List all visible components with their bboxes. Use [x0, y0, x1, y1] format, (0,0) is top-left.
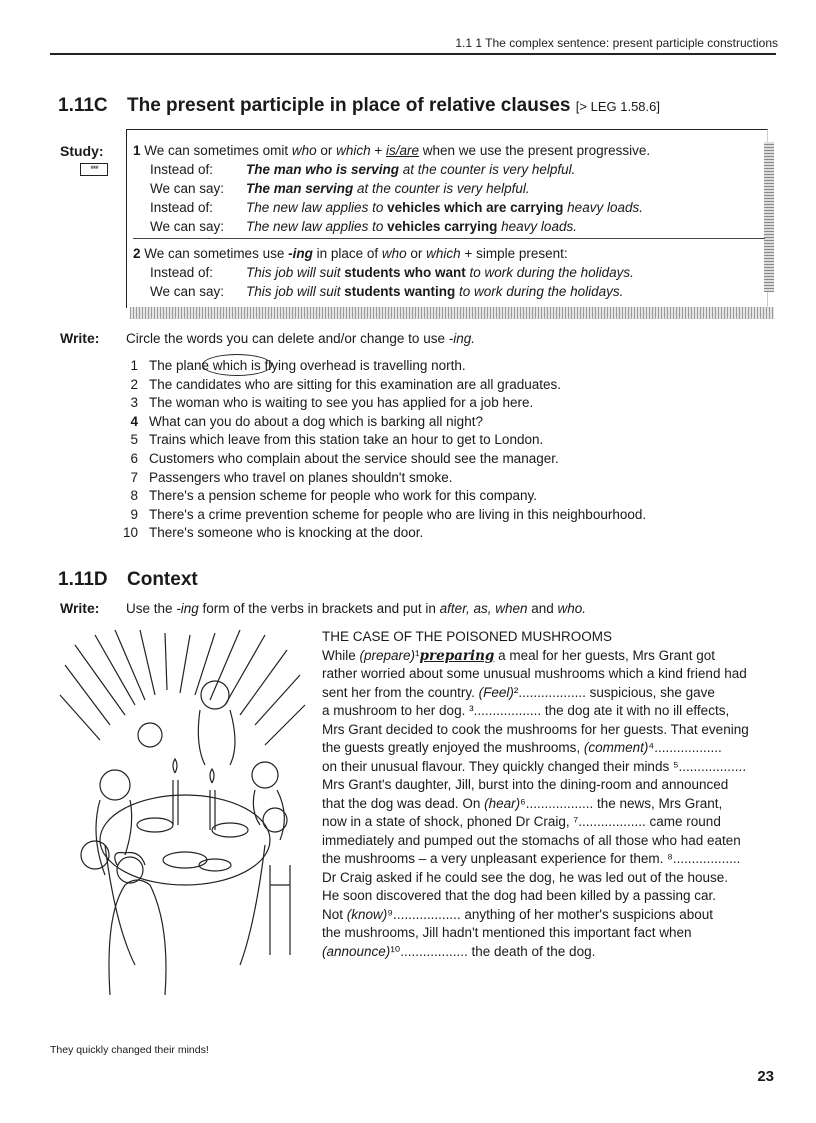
exercise-item-number: 2 [130, 376, 138, 392]
running-header: 1.1 1 The complex sentence: present participle constructions [455, 36, 778, 50]
answer-circle [202, 354, 272, 376]
exercise-item-number: 1 [130, 358, 138, 373]
exercise-item-number: 4 [130, 413, 138, 429]
write-label: Write: [60, 600, 100, 616]
example-sentence: The new law applies to vehicles carrying heavy loads. [246, 219, 577, 234]
exercise-item-number: 6 [130, 451, 138, 466]
story-line: immediately and pumped out the stomachs of all those who had eaten [322, 832, 741, 848]
handwritten-answer: preparing [419, 647, 495, 664]
exercise-item: There's a crime prevention scheme for people who are living in this neighbourhood. [149, 506, 647, 522]
example-sentence: This job will suit students wanting to work during the holidays. [246, 284, 624, 299]
story-line: Mrs Grant's daughter, Jill, burst into the dining-room and announced [322, 777, 729, 792]
study-box-shadow [764, 142, 774, 292]
story-line: that the dog was dead. On (hear)⁶.................. the news, Mrs Grant, [322, 795, 723, 811]
story-line: Dr Craig asked if he could see the dog, he was led out of the house. [322, 869, 729, 885]
section-number: 1.11C [58, 95, 108, 116]
example-sentence: This job will suit students who want to work during the holidays. [246, 265, 634, 280]
example-label: We can say: [150, 284, 225, 299]
exercise-item: What can you do about a dog which is barking all night? [149, 413, 483, 429]
story-line: (announce)¹⁰.................. the death of the dog. [322, 943, 596, 959]
header-rule [50, 53, 776, 55]
illustration-caption: They quickly changed their minds! [50, 1044, 209, 1056]
story-line: He soon discovered that the dog had been killed by a passing car. [322, 888, 717, 903]
exercise-item: The woman who is waiting to see you has applied for a job here. [149, 395, 534, 411]
section-title: Context [127, 569, 198, 590]
exercise-item-number: 5 [130, 432, 138, 448]
write-label: Write: [60, 330, 100, 346]
exercise-item-number: 10 [122, 525, 138, 541]
exercise-item: Customers who complain about the service should see the manager. [149, 451, 559, 466]
dinner-party-illustration [55, 625, 310, 1000]
story-line: the mushrooms, Jill hadn't mentioned this important fact when [322, 925, 692, 940]
exercise-item: There's a pension scheme for people who work for this company. [149, 488, 538, 504]
story-line: sent her from the country. (Feel)².................. suspicious, she gave [322, 684, 715, 700]
study-divider [133, 238, 765, 239]
story-title: THE CASE OF THE POISONED MUSHROOMS [322, 629, 613, 644]
example-label: Instead of: [150, 265, 214, 280]
example-label: We can say: [150, 181, 225, 196]
story-line: Not (know)⁹.................. anything of her mother's suspicions about [322, 906, 714, 922]
exercise-item-number: 3 [130, 395, 138, 411]
story-line: the mushrooms – a very unpleasant experience for them. ⁸.................. [322, 851, 741, 866]
example-label: We can say: [150, 219, 225, 234]
exercise-item: The plane which is flying overhead is travelling north. [149, 358, 466, 373]
exercise-item: Trains which leave from this station take an hour to get to London. [149, 432, 544, 448]
section-title-text: The present participle in place of relative clauses [127, 95, 571, 116]
story-line: While (prepare)¹preparing a meal for her guests, Mrs Grant got [322, 647, 715, 664]
example-label: Instead of: [150, 200, 214, 215]
story [322, 628, 782, 961]
story-line: now in a state of shock, phoned Dr Craig, ⁷.................. came round [322, 814, 721, 829]
write-instruction: Use the -ing form of the verbs in brackets and put in after, as, when and who. [126, 601, 587, 616]
leg-reference: [> LEG 1.58.6] [575, 99, 660, 114]
example-sentence: The man who is serving at the counter is very helpful. [246, 162, 576, 177]
study-box-shadow [130, 307, 774, 319]
story-line: the guests greatly enjoyed the mushrooms, (comment)⁴.................. [322, 740, 722, 755]
page-number: 23 [757, 1068, 774, 1085]
exercise-item-number: 7 [130, 469, 138, 485]
exercise-item: Passengers who travel on planes shouldn't smoke. [149, 469, 453, 485]
section-title [127, 95, 660, 117]
exercise-item: There's someone who is knocking at the door. [149, 525, 424, 541]
section-number: 1.11D [58, 569, 108, 590]
study-point-2: 2 We can sometimes use -ing in place of who or which + simple present: [133, 246, 568, 261]
write-instruction: Circle the words you can delete and/or change to use -ing. [126, 331, 475, 346]
study-point-1: 1 We can sometimes omit who or which + is/are when we use the present progressive. [133, 143, 651, 158]
story-line: rather worried about some unusual mushrooms which a kind friend had [322, 666, 747, 681]
story-line: Mrs Grant decided to cook the mushrooms for her guests. That evening [322, 721, 749, 737]
exercise-item-number: 9 [130, 506, 138, 522]
story-line: on their unusual flavour. They quickly changed their minds ⁵.................. [322, 758, 747, 774]
exercise-item: The candidates who are sitting for this examination are all graduates. [149, 376, 561, 392]
story-line: a mushroom to her dog. ³.................. the dog ate it with no ill effects, [322, 703, 730, 718]
difficulty-stars: *** [80, 163, 108, 176]
example-sentence: The new law applies to vehicles which are carrying heavy loads. [246, 200, 643, 215]
exercise-item-number: 8 [130, 488, 138, 504]
example-sentence: The man serving at the counter is very helpful. [246, 181, 530, 196]
study-label: Study: [60, 143, 104, 159]
example-label: Instead of: [150, 162, 214, 177]
